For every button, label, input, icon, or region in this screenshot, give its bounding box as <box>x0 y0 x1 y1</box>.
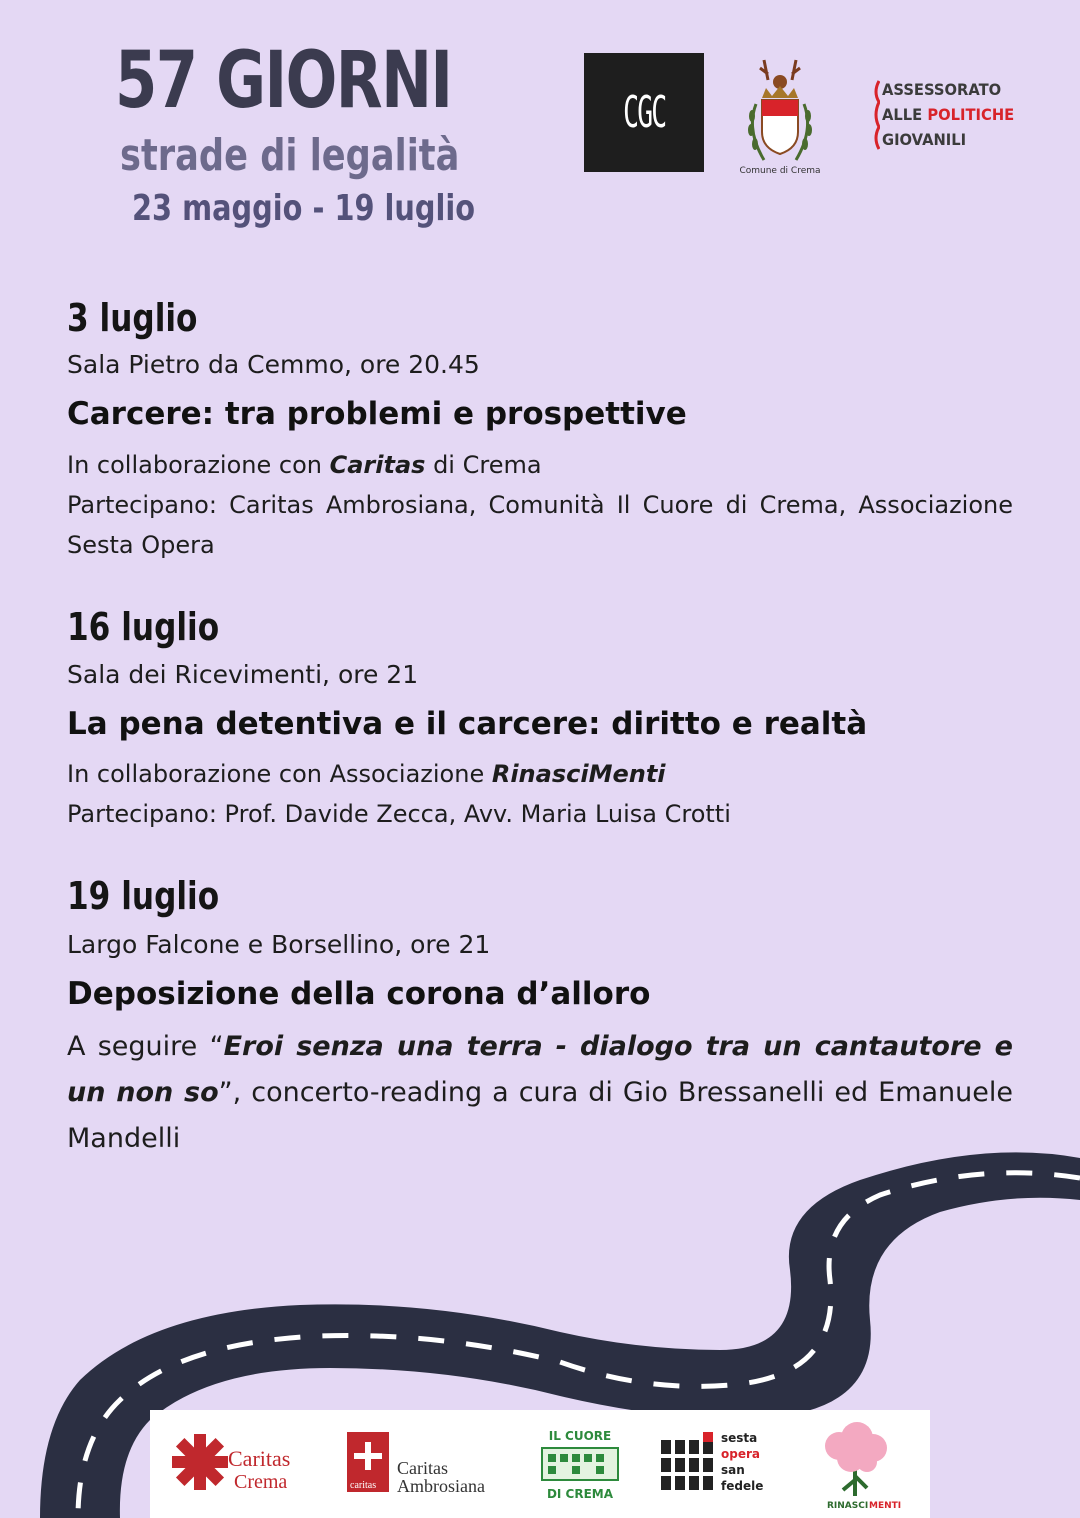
cuore-top-text: IL CUORE <box>548 1429 612 1443</box>
sesta-opera-san-fedele-logo <box>655 1410 775 1518</box>
event-3-date: 19 luglio <box>67 874 220 918</box>
il-cuore-di-crema-logo <box>530 1410 630 1518</box>
assessorato-line-3: GIOVANILI <box>882 130 967 149</box>
comune-di-crema-crest-icon <box>738 50 822 180</box>
event-1-collab-suffix: di Crema <box>425 451 542 479</box>
sesta-text-2: opera <box>721 1447 760 1461</box>
caritas-ambrosiana-logo <box>345 1410 505 1518</box>
event-2-date: 16 luglio <box>67 605 220 649</box>
assessorato-bracket-icon <box>872 80 880 150</box>
sesta-text-3: san <box>721 1463 745 1477</box>
sesta-text-1: sesta <box>721 1431 758 1445</box>
event-1-collab-name: Caritas <box>329 451 426 479</box>
assessorato-line-1: ASSESSORATO <box>882 80 1002 99</box>
event-2-participants: Partecipano: Prof. Davide Zecca, Avv. Maria Luisa Crotti <box>67 800 731 828</box>
caritas-crema-logo <box>170 1410 320 1518</box>
cgc-logo-text: CGC <box>622 87 666 138</box>
event-1-collab-prefix: In collaborazione con <box>67 451 330 479</box>
caritas-crema-text-2: Crema <box>234 1471 288 1493</box>
event-2-collab-name: RinasciMenti <box>491 760 666 788</box>
rinascimenti-logo <box>805 1410 905 1518</box>
poster-title: 57 GIORNI <box>115 36 452 126</box>
caritas-ambrosiana-text-2: Ambrosiana <box>397 1476 485 1496</box>
assessorato-politiche-giovanili-logo <box>872 78 1042 156</box>
event-3-desc-title: Eroi senza una terra - dialogo tra un cantautore e un non so <box>67 1031 1013 1108</box>
event-1-participants: Partecipano: Caritas Ambrosiana, Comunità Il Cuore di Crema, Associazione Sesta Opera <box>67 491 1013 559</box>
event-3-title: Deposizione della corona d’alloro <box>67 976 651 1012</box>
comune-di-crema-label: Comune di Crema <box>739 166 821 176</box>
caritas-ambrosiana-text-1: Caritas <box>397 1458 448 1478</box>
event-2-place: Sala dei Ricevimenti, ore 21 <box>67 660 419 689</box>
event-3-desc-suffix: ”, concerto-reading a cura di Gio Bressanelli ed Emanuele Mandelli <box>67 1077 1013 1154</box>
event-2-collab-prefix: In collaborazione con Associazione <box>67 760 492 788</box>
poster-subtitle: strade di legalità <box>120 130 460 181</box>
sponsor-logos-strip <box>150 1410 930 1518</box>
event-1-title: Carcere: tra problemi e prospettive <box>67 396 687 432</box>
assessorato-line-2a: ALLE <box>882 105 923 124</box>
caritas-ambrosiana-small: caritas <box>350 1480 377 1491</box>
cuore-bottom-text: DI CREMA <box>546 1487 614 1501</box>
event-2-collaboration <box>67 760 666 788</box>
event-1-date: 3 luglio <box>67 296 198 340</box>
event-3-desc-prefix: A seguire “ <box>67 1031 224 1062</box>
rinasci-text-a: RINASCI <box>827 1501 869 1511</box>
event-3-place: Largo Falcone e Borsellino, ore 21 <box>67 930 491 959</box>
event-1-place: Sala Pietro da Cemmo, ore 20.45 <box>67 350 480 379</box>
assessorato-line-2b: POLITICHE <box>927 105 1015 124</box>
sesta-text-4: fedele <box>721 1479 764 1493</box>
assessorato-line-2 <box>882 105 1014 124</box>
event-1-collaboration <box>67 451 542 479</box>
cgc-logo <box>584 53 704 172</box>
rinasci-text-b: MENTI <box>869 1501 902 1511</box>
event-2-title: La pena detentiva e il carcere: diritto e realtà <box>67 706 868 742</box>
caritas-crema-text-1: Caritas <box>228 1446 291 1471</box>
poster-date-range: 23 maggio - 19 luglio <box>132 188 476 229</box>
